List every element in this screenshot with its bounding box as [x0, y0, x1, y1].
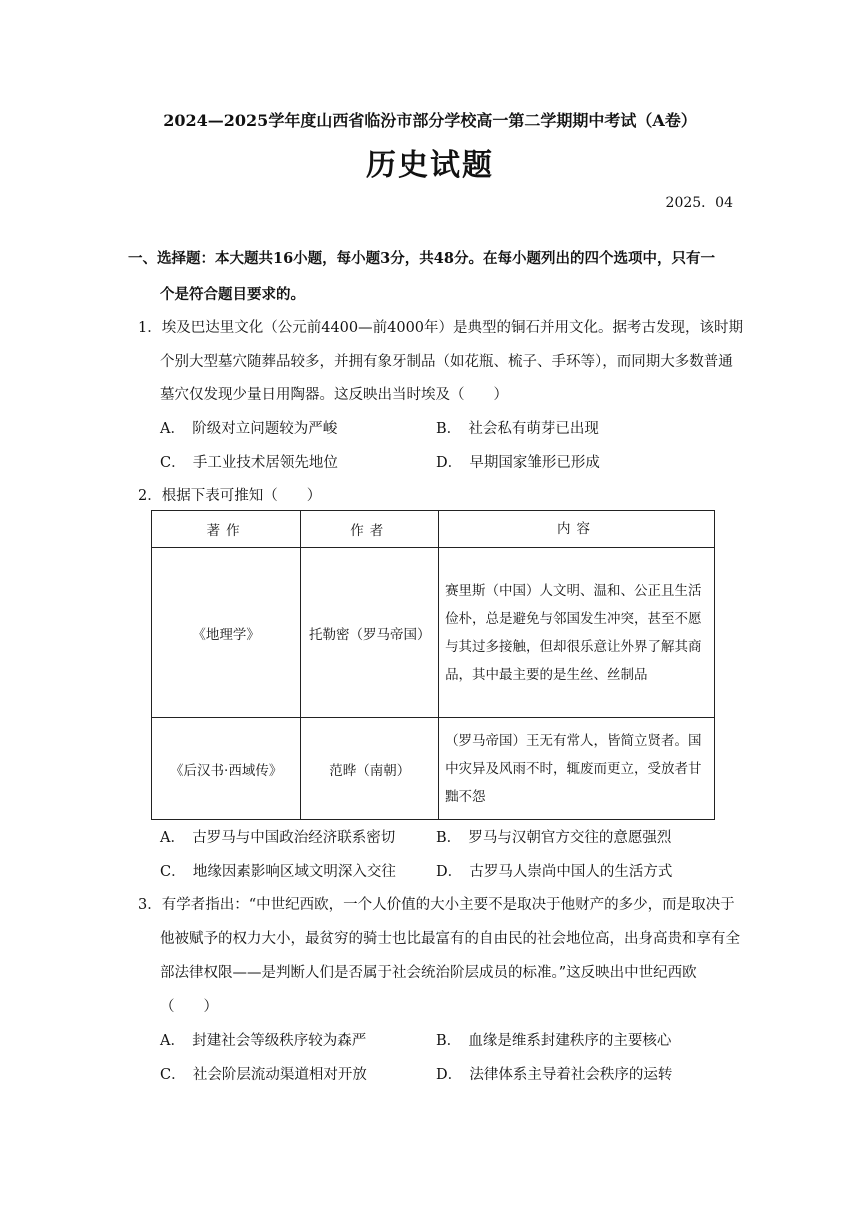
exam-title: 2024—2025学年度山西省临汾市部分学校高一第二学期期中考试（A卷） [163, 111, 697, 130]
section-heading-line1: 一、选择题：本大题共16小题，每小题3分，共48分。在每小题列出的四个选项中，只有一 [128, 250, 715, 267]
q3-option-c[interactable]: C． 社会阶层流动渠道相对开放 [160, 1067, 367, 1083]
q3-stem-line2: 他被赋予的权力大小，最贫穷的骑士也比最富有的自由民的社会地位高，出身高贵和享有全 [160, 931, 740, 947]
q3-stem-line4: （ ） [160, 999, 218, 1015]
q3-option-a[interactable]: A． 封建社会等级秩序较为森严 [160, 1033, 367, 1049]
q2-option-d[interactable]: D． 古罗马人崇尚中国人的生活方式 [436, 864, 673, 880]
exam-date: 2025．04 [665, 195, 733, 211]
table-cell-work: 《后汉书·西域传》 [152, 718, 301, 820]
table-header-author: 作者 [301, 511, 439, 548]
q2-option-a[interactable]: A． 古罗马与中国政治经济联系密切 [160, 830, 396, 846]
table-cell-author: 范晔（南朝） [301, 718, 439, 820]
q2-option-c[interactable]: C． 地缘因素影响区域文明深入交往 [160, 864, 396, 880]
q1-stem-line3: 墓穴仅发现少量日用陶器。这反映出当时埃及（ ） [160, 387, 508, 403]
q3-option-b[interactable]: B． 血缘是维系封建秩序的主要核心 [436, 1033, 672, 1049]
q1-option-b[interactable]: B． 社会私有萌芽已出现 [436, 421, 599, 437]
q2-source-table [151, 510, 715, 820]
q1-option-d[interactable]: D． 早期国家雏形已形成 [436, 455, 600, 471]
table-header-content: 内容 [439, 511, 715, 548]
q1-option-c[interactable]: C． 手工业技术居领先地位 [160, 455, 338, 471]
q1-option-a[interactable]: A． 阶级对立问题较为严峻 [160, 421, 338, 437]
q2-stem: 2．根据下表可推知（ ） [138, 488, 322, 504]
table-cell-author: 托勒密（罗马帝国） [301, 548, 439, 718]
q3-stem-line1: 3．有学者指出：“中世纪西欧，一个人价值的大小主要不是取决于他财产的多少，而是取决于 [138, 897, 735, 913]
table-row [152, 718, 715, 820]
q1-stem-line1: 1．埃及巴达里文化（公元前4400—前4000年）是典型的铜石并用文化。据考古发现，该时期 [138, 320, 744, 336]
q1-stem-line2: 个别大型墓穴随葬品较多，并拥有象牙制品（如花瓶、梳子、手环等），而同期大多数普通 [160, 354, 733, 370]
table-header-work: 著作 [152, 511, 301, 548]
subject-title: 历史试题 [366, 148, 494, 183]
q3-option-d[interactable]: D． 法律体系主导着社会秩序的运转 [436, 1067, 673, 1083]
table-row [152, 548, 715, 718]
table-cell-content: 赛里斯（中国）人文明、温和、公正且生活俭朴，总是避免与邻国发生冲突，甚至不愿与其过多接触，但却很乐意让外界了解其商品，其中最主要的是生丝、丝制品 [439, 548, 715, 718]
q2-option-b[interactable]: B． 罗马与汉朝官方交往的意愿强烈 [436, 830, 672, 846]
q3-stem-line3: 部法律权限——是判断人们是否属于社会统治阶层成员的标准。”这反映出中世纪西欧 [160, 965, 697, 981]
section-heading-line2: 个是符合题目要求的。 [160, 286, 305, 303]
table-cell-work: 《地理学》 [152, 548, 301, 718]
table-cell-content: （罗马帝国）王无有常人，皆简立贤者。国中灾异及风雨不时，辄废而更立，受放者甘黜不怨 [439, 718, 715, 820]
table-header-row [152, 511, 715, 548]
